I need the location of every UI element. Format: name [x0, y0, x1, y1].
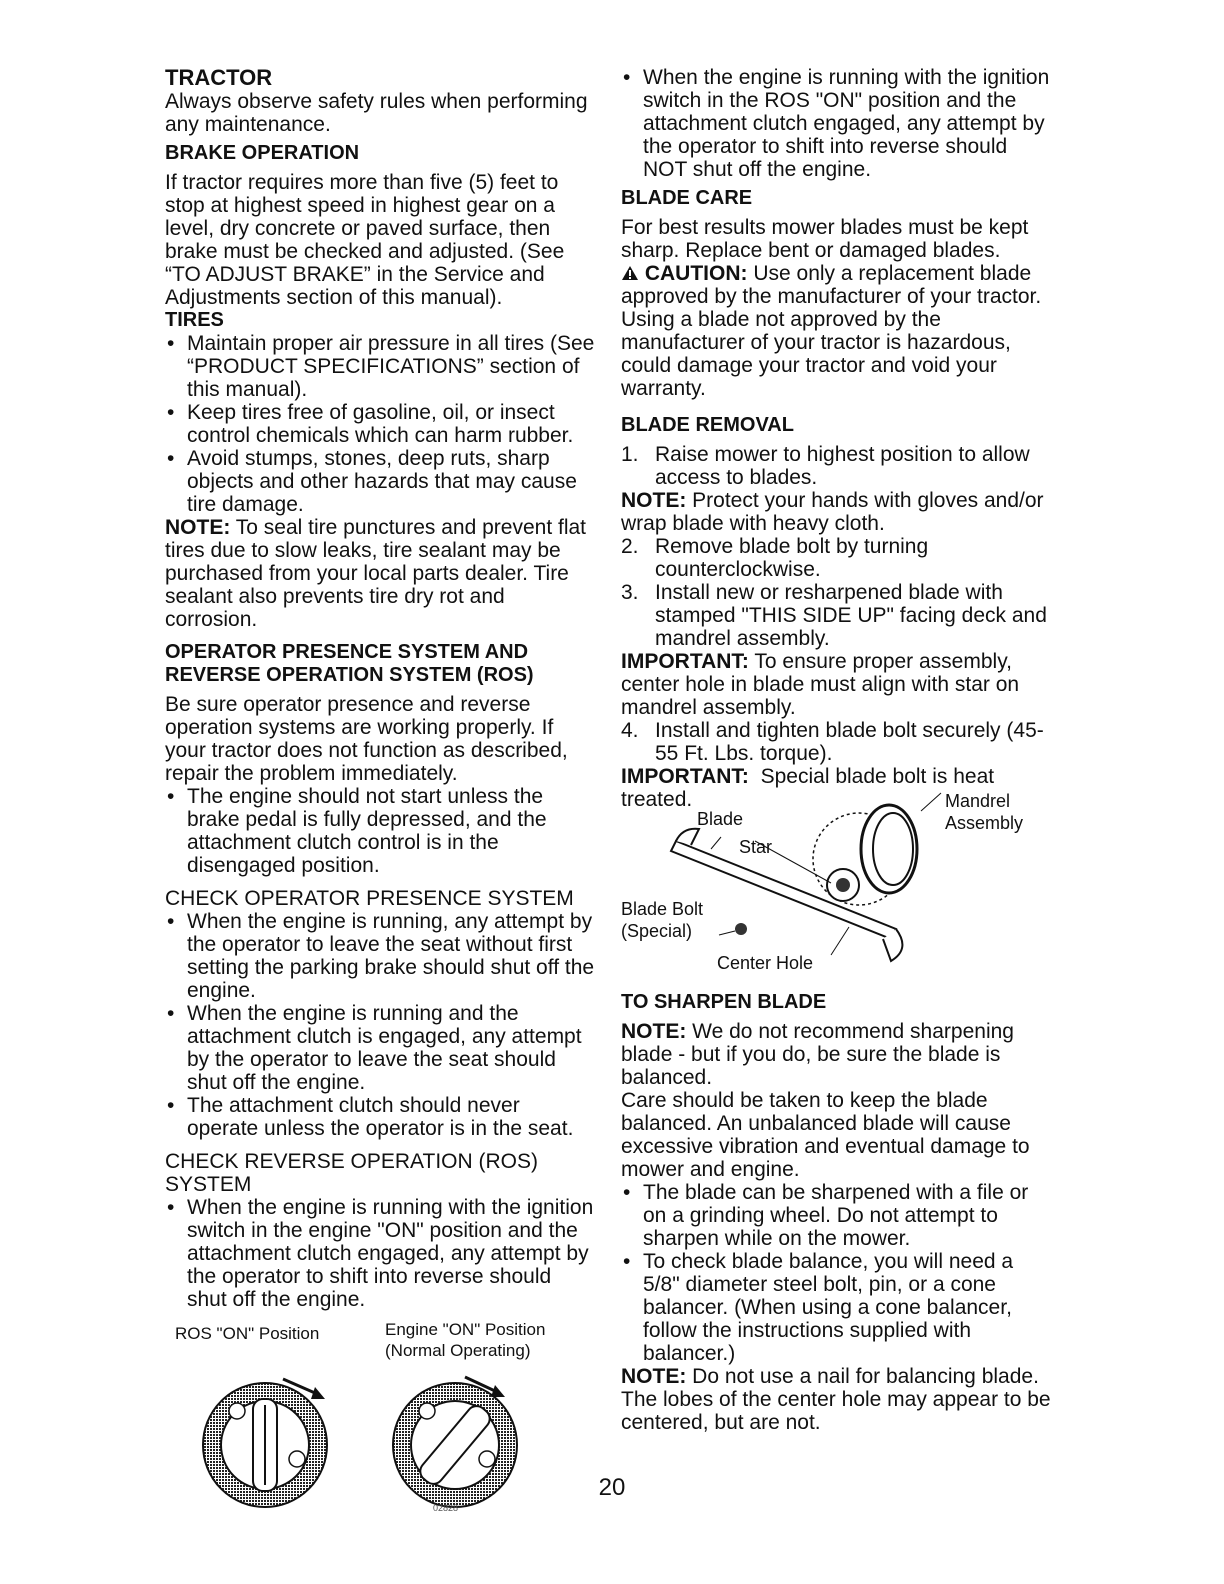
important-label: IMPORTANT:	[621, 765, 749, 788]
blade-care-text: For best results mower blades must be kept sharp. Replace bent or damaged blades.	[621, 216, 1029, 262]
caution-text: Use only a replacement blade approved by the manufacturer of your tractor. Using a blade not approved by the manufacturer of your tractor is hazardous, could damage your tractor and void your warranty.	[621, 262, 1042, 400]
right-column	[621, 66, 1051, 1434]
label-blade: Blade	[697, 809, 744, 829]
tires-bullet-1: • Maintain proper air pressure in all tires (See “PRODUCT SPECIFICATIONS” section of this manual).	[165, 332, 595, 401]
left-column	[165, 66, 595, 1519]
note-text: Protect your hands with gloves and/or wrap blade with heavy cloth.	[621, 489, 1044, 535]
tires-bullet-2: • Keep tires free of gasoline, oil, or insect control chemicals which can harm rubber.	[165, 401, 595, 447]
label-assembly: Assembly	[945, 813, 1024, 833]
tractor-intro: Always observe safety rules when performing any maintenance.	[165, 90, 588, 136]
label-special: (Special)	[621, 921, 693, 941]
note-text: We do not recommend sharpening blade - but if you do, be sure the blade is balanced.	[621, 1020, 1014, 1089]
label-mandrel: Mandrel	[945, 791, 1011, 811]
important-1	[621, 650, 1051, 719]
step-number: 1.	[621, 443, 639, 466]
step-text: Raise mower to highest position to allow access to blades.	[655, 443, 1030, 489]
step-text: Install and tighten blade bolt securely (45-55 Ft. Lbs. torque).	[655, 719, 1044, 765]
section-title-tractor: TRACTOR	[165, 65, 273, 90]
step-number: 4.	[621, 719, 639, 742]
heading-check-operator-presence: CHECK OPERATOR PRESENCE SYSTEM	[165, 887, 574, 910]
heading-brake-operation: BRAKE OPERATION	[165, 142, 360, 164]
removal-note	[621, 489, 1051, 535]
warning-triangle-icon	[621, 265, 639, 281]
blade-assembly-drawing	[621, 789, 1051, 981]
step-number: 2.	[621, 535, 639, 558]
heading-blade-care: BLADE CARE	[621, 187, 753, 209]
engine-on-caption: Engine "ON" Position	[385, 1320, 546, 1339]
presence-bullet-1: • When the engine is running, any attempt by the operator to leave the seat without first setting the parking brake should shut off the engine.	[165, 910, 595, 1002]
label-star: Star	[739, 837, 773, 857]
heading-tires: TIRES	[165, 309, 224, 331]
blade-diagram	[621, 789, 1051, 981]
note-label: NOTE:	[165, 516, 231, 539]
removal-step-2	[621, 535, 1051, 581]
important-label: IMPORTANT:	[621, 650, 749, 673]
figure-code: 02828	[433, 1503, 459, 1513]
heading-to-sharpen-blade: TO SHARPEN BLADE	[621, 991, 827, 1013]
note-label: NOTE:	[621, 1365, 687, 1388]
presence-bullet-3: • The attachment clutch should never operate unless the operator is in the seat.	[165, 1094, 595, 1140]
sharpen-bullet-1: • The blade can be sharpened with a file or on a grinding wheel. Do not attempt to sharpen while on the mower.	[621, 1181, 1051, 1250]
caution-label: CAUTION:	[644, 262, 748, 285]
note-label: NOTE:	[621, 1020, 687, 1043]
note-text: To seal tire punctures and prevent flat tires due to slow leaks, tire sealant may be purchased from your local parts dealer. Tire sealant also prevents tire dry rot and corrosion.	[165, 516, 586, 631]
ops-text: Be sure operator presence and reverse operation systems are working properly. If your tractor does not function as described, repair the problem immediately.	[165, 693, 568, 785]
step-text: Remove blade bolt by turning counterclockwise.	[655, 535, 929, 581]
sharpen-bullet-2: • To check blade balance, you will need a 5/8" diameter steel bolt, pin, or a cone balancer. (When using a cone balancer, follow the instructions supplied with balancer.)	[621, 1250, 1051, 1365]
caution-block	[621, 262, 1051, 400]
sharpen-text: Care should be taken to keep the blade balanced. An unbalanced blade will cause excessive vibration and eventual damage to mower and engine.	[621, 1089, 1030, 1181]
ops-bullet-1: • The engine should not start unless the brake pedal is fully depressed, and the attachment clutch control is in the disengaged position.	[165, 785, 595, 877]
page-number: 20	[598, 1474, 626, 1501]
label-center-hole: Center Hole	[717, 953, 814, 973]
note-text: Do not use a nail for balancing blade. The lobes of the center hole may appear to be centered, but are not.	[621, 1365, 1051, 1434]
important-text: Special blade bolt is heat treated.	[621, 765, 995, 811]
label-blade-bolt: Blade Bolt	[621, 899, 704, 919]
ros-on-bullet: • When the engine is running with the ignition switch in the ROS "ON" position and the attachment clutch engaged, any attempt by the operator to shift into reverse should NOT shut off the engine.	[621, 66, 1051, 181]
ros-on-caption: ROS "ON" Position	[175, 1324, 320, 1343]
sharpen-note-2	[621, 1365, 1051, 1434]
note-label: NOTE:	[621, 489, 687, 512]
removal-step-1	[621, 443, 1051, 489]
brake-text: If tractor requires more than five (5) feet to stop at highest speed in highest gear on a level, dry concrete or paved surface, then brake must be checked and adjusted. (See “TO ADJUST BRAKE” in the Service and Adjustments section of this manual).	[165, 171, 565, 309]
normal-operating-caption: (Normal Operating)	[385, 1341, 531, 1360]
sharpen-note-1	[621, 1020, 1051, 1089]
tires-note	[165, 516, 595, 631]
removal-step-3	[621, 581, 1051, 650]
tires-bullet-3: • Avoid stumps, stones, deep ruts, sharp objects and other hazards that may cause tire damage.	[165, 447, 595, 516]
step-text: Install new or resharpened blade with stamped "THIS SIDE UP" facing deck and mandrel assembly.	[655, 581, 1047, 650]
heading-operator-presence-ros: OPERATOR PRESENCE SYSTEM AND REVERSE OPERATION SYSTEM (ROS)	[165, 641, 534, 686]
step-number: 3.	[621, 581, 639, 604]
removal-step-4	[621, 719, 1051, 765]
presence-bullet-2: • When the engine is running and the attachment clutch is engaged, any attempt by the operator to leave the seat should shut off the engine.	[165, 1002, 595, 1094]
heading-blade-removal: BLADE REMOVAL	[621, 414, 794, 436]
heading-check-ros: CHECK REVERSE OPERATION (ROS) SYSTEM	[165, 1150, 538, 1196]
important-text: To ensure proper assembly, center hole in blade must align with star on mandrel assembly.	[621, 650, 1020, 719]
ros-bullet-1: • When the engine is running with the ignition switch in the engine "ON" position and the attachment clutch engaged, any attempt by the operator to shift into reverse should shut off the engine.	[165, 1196, 595, 1311]
